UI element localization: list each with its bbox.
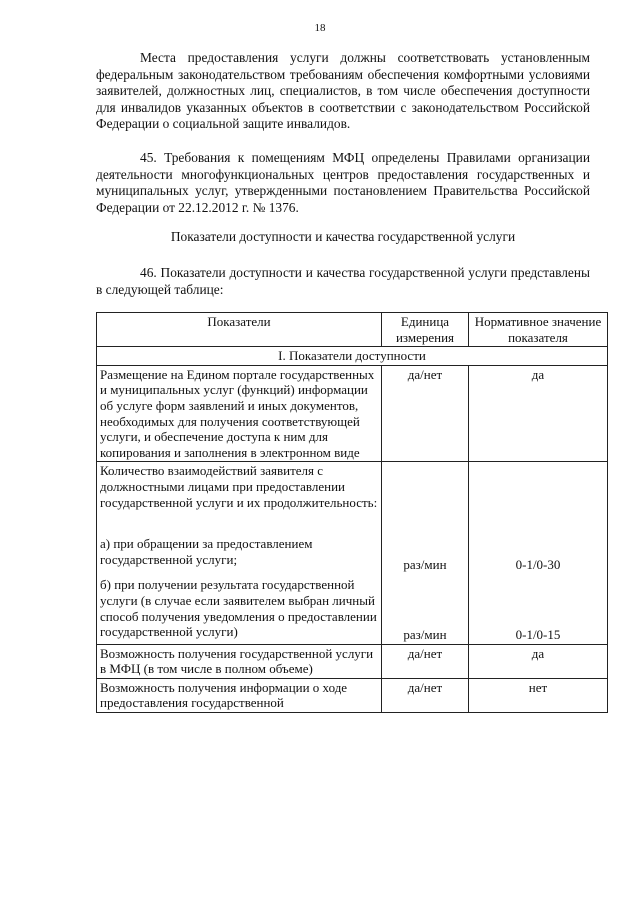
paragraph-premises-requirements: Места предоставления услуги должны соответствовать установленным федеральным законодательством требованиям обеспечения комфортными условиями заявителей, должностных лиц, специалистов, в том числе обеспечения доступности для инвалидов указанных объектов в соответствии с законодательством Российской Федерации о социальной защите инвалидов. <box>96 50 590 132</box>
row-norm-a: 0-1/0-30 <box>515 557 561 573</box>
row-indicator: Возможность получения информации о ходе предоставления государственной <box>97 678 382 712</box>
row-unit-b: раз/мин <box>403 626 447 642</box>
row-indicator-main: Количество взаимодействий заявителя с должностными лицами при предоставлении государственной услуги и их продолжительность: <box>100 463 378 510</box>
header-norm: Нормативное значение показателя <box>469 313 608 347</box>
indicators-table <box>96 312 608 713</box>
paragraph-45: 45. Требования к помещениям МФЦ определены Правилами организации деятельности многофункциональных центров предоставления государственных и муниципальных услуг, утвержденными постановлением Правительства Российской Федерации от 22.12.2012 г. № 1376. <box>96 150 590 215</box>
header-indicator: Показатели <box>97 313 382 347</box>
row-norm: да <box>469 365 608 462</box>
table-row <box>97 644 608 678</box>
row-unit: да/нет <box>382 365 469 462</box>
row-indicator <box>97 462 382 644</box>
row-unit: да/нет <box>382 678 469 712</box>
row-indicator-sub-b: б) при получении результата государственной услуги (в случае если заявителем выбран личный способ получения уведомления о предоставлении государственной услуги) <box>100 577 377 640</box>
row-unit <box>382 462 469 644</box>
row-indicator: Возможность получения государственной услуги в МФЦ (в том числе в полном объеме) <box>97 644 382 678</box>
section-heading: Показатели доступности и качества государственной услуги <box>170 229 516 244</box>
table-row <box>97 365 608 462</box>
table-row <box>97 462 608 644</box>
row-norm: да <box>469 644 608 678</box>
paragraph-46: 46. Показатели доступности и качества государственной услуги представлены в следующей таблице: <box>96 265 590 297</box>
row-unit: да/нет <box>382 644 469 678</box>
row-unit-a: раз/мин <box>403 557 447 573</box>
table-header-row <box>97 313 608 347</box>
row-norm-b: 0-1/0-15 <box>515 626 561 642</box>
row-norm <box>469 462 608 644</box>
row-indicator-sub-a: а) при обращении за предоставлением государственной услуги; <box>100 536 313 567</box>
row-indicator: Размещение на Едином портале государственных и муниципальных услуг (функций) информации об услуге форм заявлений и иных документов, необходимых для получения соответствующей услуги, и обеспечение доступа к ним для копирования и заполнения в электронном виде <box>97 365 382 462</box>
section-accessibility: I. Показатели доступности <box>97 347 608 366</box>
row-norm: нет <box>469 678 608 712</box>
table-row <box>97 678 608 712</box>
table-section-row <box>97 347 608 366</box>
page-number: 18 <box>314 22 326 34</box>
header-unit: Единица измерения <box>382 313 469 347</box>
